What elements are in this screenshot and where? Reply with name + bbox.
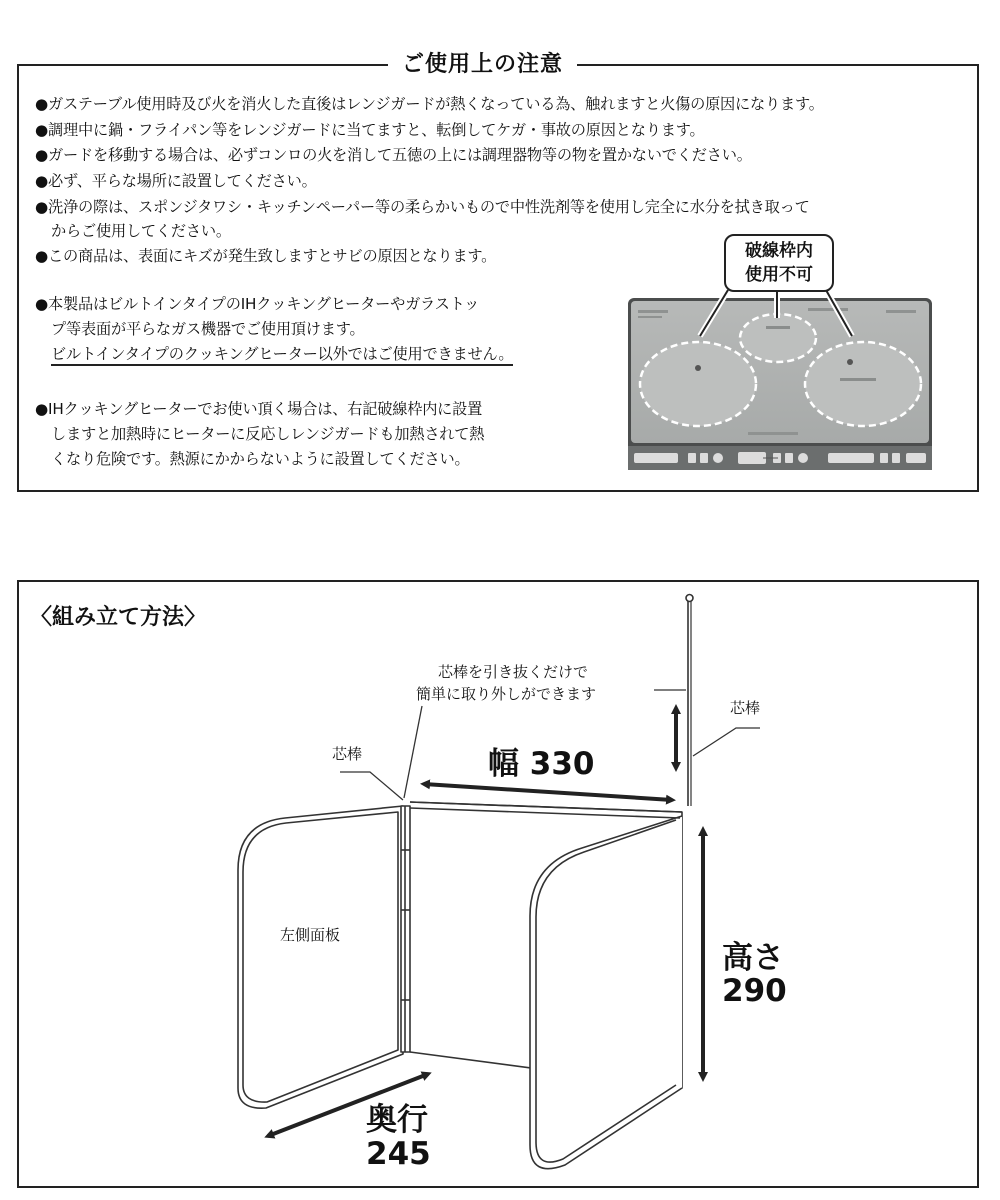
rod-note-line-1: 芯棒を引き抜くだけで — [438, 663, 589, 681]
depth-dimension-label: 奥行 — [366, 1102, 428, 1138]
width-dimension: 幅 330 — [488, 746, 595, 782]
height-dimension-value: 290 — [722, 973, 787, 1009]
ih-line-2: しますと加熱時にヒーターに反応しレンジガードも加熱されて熱 — [51, 425, 485, 443]
caution-item-5-cont: からご使用してください。 — [51, 222, 231, 240]
caution-title: ご使用上の注意 — [388, 47, 577, 78]
ih-line-1: ●IHクッキングヒーターでお使い頂く場合は、右記破線枠内に設置 — [35, 400, 483, 418]
core-rod-label-left: 芯棒 — [332, 745, 363, 763]
right-panel — [530, 816, 682, 1169]
left-panel — [238, 806, 403, 1108]
builtin-warning: ビルトインタイプのクッキングヒーター以外ではご使用できません。 — [51, 345, 513, 366]
builtin-line-1: ●本製品はビルトインタイプのIHクッキングヒーターやガラストッ — [35, 295, 480, 313]
height-dimension-label: 高さ — [722, 940, 784, 976]
caution-item-1: ●ガステーブル使用時及び火を消火した直後はレンジガードが熱くなっている為、触れますと火傷の原因になります。 — [35, 95, 824, 113]
builtin-line-3 — [35, 342, 513, 366]
caution-item-5: ●洗浄の際は、スポンジタワシ・キッチンペーパー等の柔らかいもので中性洗剤等を使用し完全に水分を拭き取って — [35, 198, 810, 216]
width-arrow — [424, 784, 672, 800]
leader-right-rod — [693, 728, 760, 756]
photo-callout-line-2: 使用不可 — [745, 265, 813, 285]
assembly-title: 〈組み立て方法〉 — [30, 605, 207, 630]
caution-item-4: ●必ず、平らな場所に設置してください。 — [35, 172, 317, 190]
caution-item-3: ●ガードを移動する場合は、必ずコンロの火を消して五徳の上には調理器物等の物を置かないでください。 — [35, 146, 752, 164]
rod-note-line-2: 簡単に取り外しができます — [416, 685, 597, 703]
photo-callout — [724, 234, 834, 292]
builtin-line-2: プ等表面が平らなガス機器でご使用頂けます。 — [51, 320, 365, 338]
caution-item-2: ●調理中に鍋・フライパン等をレンジガードに当てますと、転倒してケガ・事故の原因となります。 — [35, 121, 705, 139]
leader-note — [404, 706, 422, 798]
core-rod-label-right: 芯棒 — [730, 699, 761, 717]
ih-cooktop-photo — [628, 298, 932, 470]
caution-item-6: ●この商品は、表面にキズが発生致しますとサビの原因となります。 — [35, 247, 497, 265]
depth-dimension-value: 245 — [366, 1136, 431, 1172]
ih-line-3: くなり危険です。熱源にかからないように設置してください。 — [51, 450, 470, 468]
photo-callout-line-1: 破線枠内 — [745, 241, 813, 261]
left-panel-label: 左側面板 — [280, 926, 341, 944]
leader-left-rod — [340, 772, 403, 800]
